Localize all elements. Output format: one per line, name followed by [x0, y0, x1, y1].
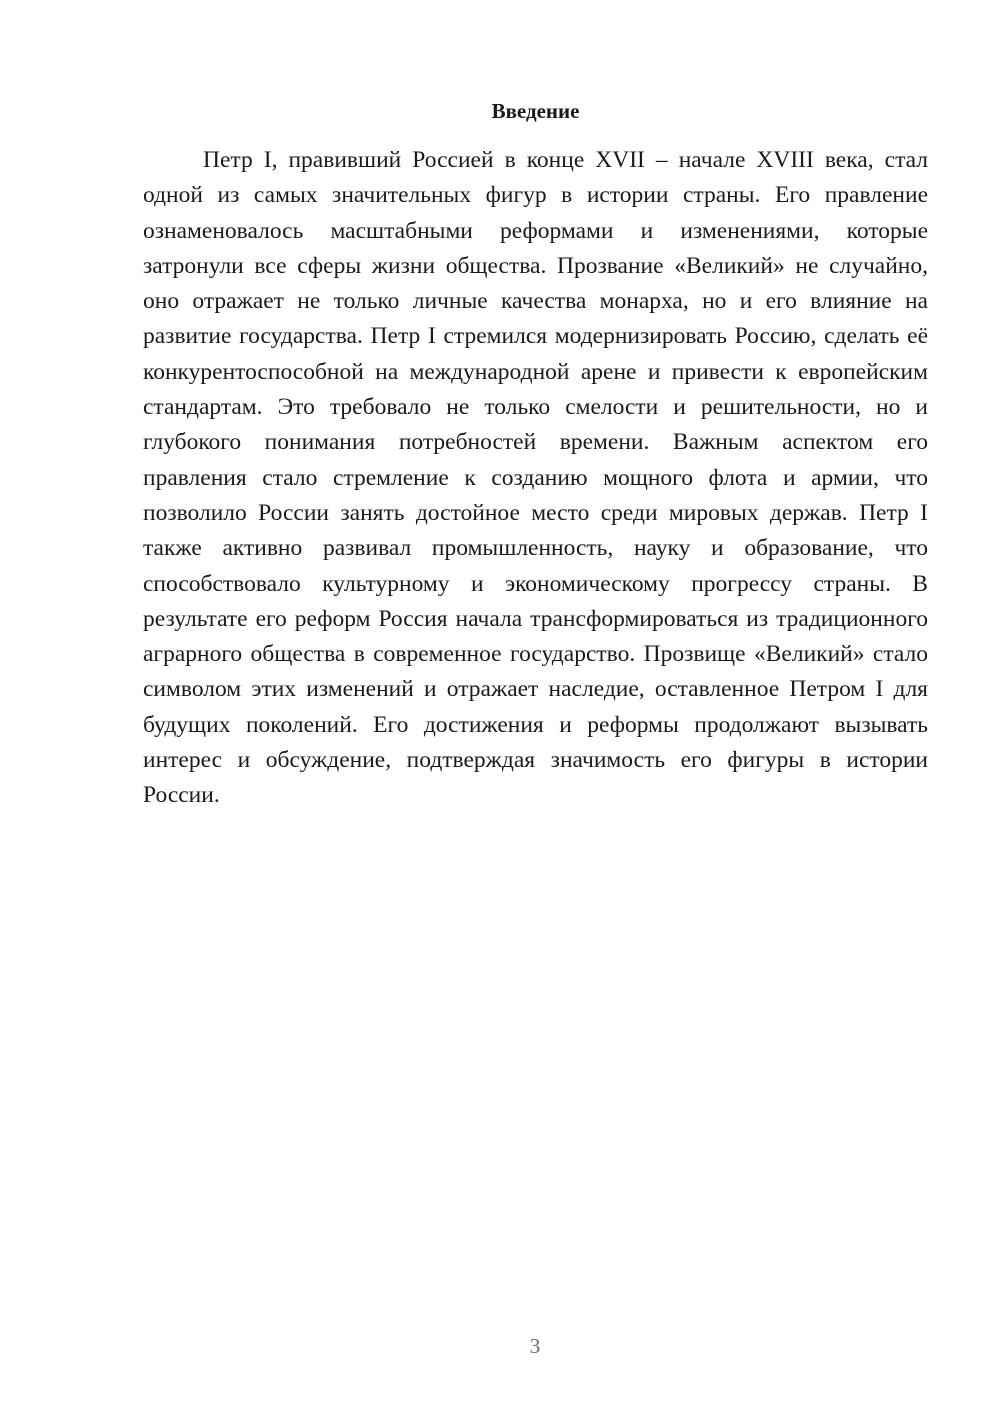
- section-heading: Введение: [491, 99, 580, 123]
- body-paragraph: Петр I, правивший Россией в конце XVII – начале XVIII века, стал одной из самых значительных фигур в истории страны. Его правление ознаменовалось масштабными реформами и изменениями, которые затронули все сферы жизни общества. Прозвание «Великий» не случайно, оно отражает не только личные качества монарха, но и его влияние на развитие государства. Петр I стремился модернизировать Россию, сделать её конкурентоспособной на международной арене и привести к европейским стандартам. Это требовало не только смелости и решительности, но и глубокого понимания потребностей времени. Важным аспектом его правления стало стремление к созданию мощного флота и армии, что позволило России занять достойное место среди мировых держав. Петр I также активно развивал промышленность, науку и образование, что способствовало культурному и экономическому прогрессу страны. В результате его реформ Россия начала трансформироваться из традиционного аграрного общества в современное государство. Прозвище «Великий» стало символом этих изменений и отражает наследие, оставленное Петром I для будущих поколений. Его достижения и реформы продолжают вызывать интерес и обсуждение, подтверждая значимость его фигуры в истории России.: [143, 147, 928, 809]
- page-number: 3: [529, 1334, 541, 1358]
